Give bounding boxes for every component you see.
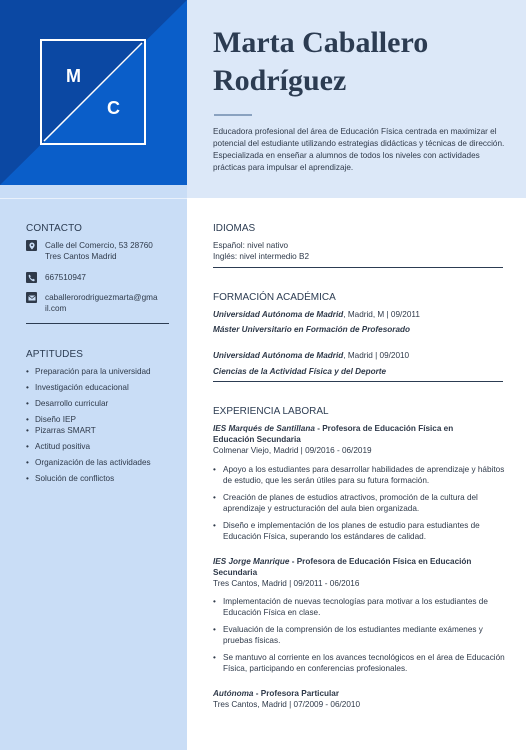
job-bullet: • Diseño e implementación de los planes de estudio para estudiantes de Educación Física, superando los estándares de calidad.	[213, 520, 505, 542]
languages-heading: IDIOMAS	[213, 223, 256, 234]
name-line-2: Rodríguez	[213, 64, 347, 97]
job-position-cont: Secundaria	[213, 568, 258, 577]
skills-heading: APTITUDES	[26, 349, 84, 360]
candidate-name	[213, 24, 513, 100]
language-item: Inglés: nivel intermedio B2	[213, 252, 310, 261]
education-entry-2	[213, 350, 509, 361]
job-meta: Tres Cantos, Madrid | 07/2009 - 06/2010	[213, 700, 361, 709]
contact-phone	[26, 272, 172, 283]
job-title	[213, 556, 509, 578]
contact-address	[26, 240, 172, 262]
name-underline	[214, 114, 252, 116]
contact-email	[26, 292, 172, 314]
phone-number[interactable]: 667510947	[45, 273, 86, 282]
job-bullet: • Implementación de nuevas tecnologías para motivar a los estudiantes de Educación Física en clase.	[213, 596, 505, 618]
skill-item: • Solución de conflictos	[26, 473, 151, 484]
skill-item: • Actitud positiva	[26, 441, 151, 452]
job-position: - Profesora Particular	[253, 689, 340, 698]
skill-item: • Preparación para la universidad	[26, 366, 151, 377]
skills-list	[26, 366, 151, 484]
monogram-block	[0, 0, 187, 185]
job-meta: Tres Cantos, Madrid | 09/2011 - 06/2016	[213, 579, 360, 588]
monogram-slash-icon	[42, 41, 144, 143]
location-pin-icon	[26, 240, 37, 251]
job-title	[213, 688, 509, 699]
monogram-frame	[40, 39, 146, 145]
job-title	[213, 423, 509, 445]
skill-item: • Investigación educacional	[26, 382, 151, 393]
address-line-2: Tres Cantos Madrid	[45, 252, 117, 261]
sidebar-divider	[0, 198, 187, 199]
skill-item: • Pizarras SMART	[26, 425, 151, 436]
languages-rule	[213, 267, 503, 268]
job-position-cont: Educación Secundaria	[213, 435, 301, 444]
name-line-1: Marta Caballero	[213, 26, 429, 59]
job-position: - Profesora de Educación Física en Educación	[289, 557, 472, 566]
job-employer: Autónoma	[213, 689, 254, 698]
job-bullet: • Apoyo a los estudiantes para desarrollar habilidades de aprendizaje y hábitos de estudio, que les serán útiles para su futura formación.	[213, 464, 505, 486]
skill-item: • Diseño IEP	[26, 414, 151, 425]
profile-summary: Educadora profesional del área de Educación Física centrada en maximizar el potencial del estudiante utilizando estrategias didácticas y técnicas de dirección. Especializada en enseñar a alumnos de todos los niveles con actividades prácticas para impulsar el aprendizaje.	[213, 127, 505, 172]
job-employer: IES Marqués de Santillana	[213, 424, 315, 433]
contact-heading: CONTACTO	[26, 223, 82, 234]
education-entry-1	[213, 309, 509, 320]
skill-item: • Organización de las actividades	[26, 457, 151, 468]
skill-item: • Desarrollo curricular	[26, 398, 151, 409]
address-line-1: Calle del Comercio, 53 28760	[45, 241, 153, 250]
education-school: Universidad Autónoma de Madrid	[213, 310, 344, 319]
email-line-2[interactable]: il.com	[45, 304, 67, 313]
job-position: - Profesora de Educación Física en	[314, 424, 454, 433]
job-bullet: • Se mantuvo al corriente en los avances tecnológicos en el área de Educación Física, participando en conferencias profesionales.	[213, 652, 505, 674]
education-school: Universidad Autónoma de Madrid	[213, 351, 344, 360]
education-details: , Madrid, M | 09/2011	[343, 310, 420, 319]
job-bullet: • Creación de planes de estudios atractivos, promoción de la cultura del aprendizaje y estructuración del aula bien organizada.	[213, 492, 505, 514]
education-heading: FORMACIÓN ACADÉMICA	[213, 292, 336, 303]
job-bullets	[213, 464, 505, 548]
email-line-1[interactable]: caballerorodriguezmarta@gma	[45, 293, 158, 302]
monogram-initial-first: M	[66, 66, 81, 86]
job-meta: Colmenar Viejo, Madrid | 09/2016 - 06/2019	[213, 446, 372, 455]
job-employer: IES Jorge Manrique	[213, 557, 290, 566]
education-degree: Máster Universitario en Formación de Profesorado	[213, 325, 411, 334]
education-details: , Madrid | 09/2010	[343, 351, 410, 360]
email-icon	[26, 292, 37, 303]
job-bullet: • Evaluación de la comprensión de los estudiantes mediante exámenes y pruebas físicas.	[213, 624, 505, 646]
language-item: Español: nivel nativo	[213, 241, 289, 250]
experience-heading: EXPERIENCIA LABORAL	[213, 406, 329, 417]
job-bullets	[213, 596, 505, 680]
phone-icon	[26, 272, 37, 283]
contact-rule	[26, 323, 169, 324]
education-rule	[213, 381, 503, 382]
monogram-initial-last: C	[107, 98, 120, 118]
education-degree: Ciencias de la Actividad Física y del Deporte	[213, 367, 387, 376]
